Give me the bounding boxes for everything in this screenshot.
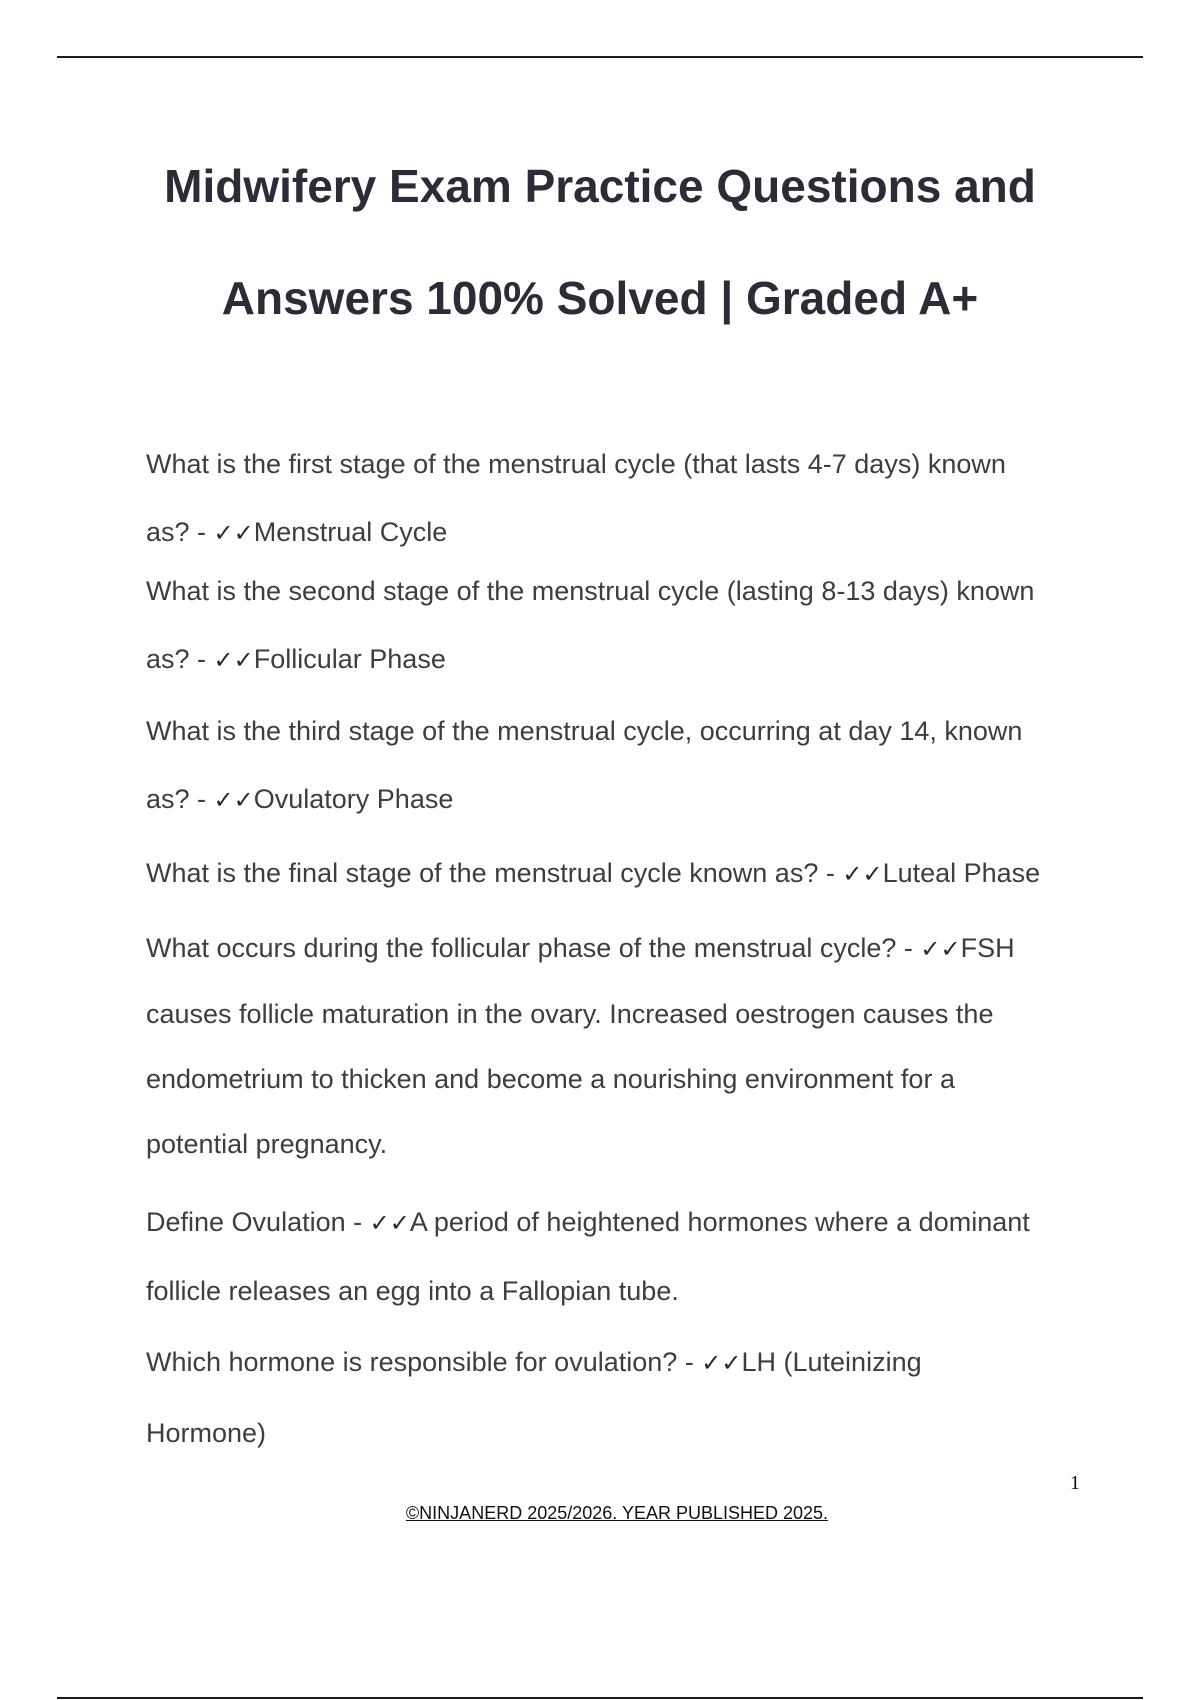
question-line: What is the first stage of the menstrual cycle (that lasts 4-7 days) known: [146, 449, 1006, 479]
check-mark-icon: ✓✓: [920, 935, 961, 963]
question-text: Which hormone is responsible for ovulation? -: [146, 1347, 702, 1377]
page-number: 1: [1070, 1472, 1080, 1494]
title-line-1: Midwifery Exam Practice Questions and: [164, 160, 1036, 212]
qa-entry-1: [146, 430, 1096, 567]
question-text: as? -: [146, 517, 214, 547]
answer-text: LH (Luteinizing: [741, 1347, 922, 1377]
answer-text: Follicular Phase: [253, 644, 446, 674]
bottom-rule: [57, 1697, 1143, 1699]
qa-entry-3: [146, 697, 1096, 834]
answer-text: Luteal Phase: [882, 858, 1041, 888]
question-text: What occurs during the follicular phase of the menstrual cycle? -: [146, 933, 921, 963]
qa-entry-5: [146, 916, 1096, 1177]
answer-line: potential pregnancy.: [146, 1129, 388, 1159]
qa-entry-4: [146, 839, 1096, 908]
copyright-footer: ©NINJANERD 2025/2026. YEAR PUBLISHED 2025.: [405, 1503, 829, 1523]
check-mark-icon: ✓✓: [213, 519, 254, 547]
question-answer-line: [146, 765, 1096, 834]
question-answer-line: [146, 839, 1096, 908]
question-text: What is the final stage of the menstrual cycle known as? -: [146, 858, 843, 888]
answer-text: FSH: [960, 933, 1015, 963]
question-answer-line: [146, 916, 1096, 982]
question-answer-line: [146, 1327, 1096, 1398]
check-mark-icon: ✓✓: [369, 1209, 410, 1237]
check-mark-icon: ✓✓: [213, 786, 254, 814]
top-rule: [57, 56, 1143, 58]
qa-entry-6: [146, 1188, 1096, 1325]
answer-text: Ovulatory Phase: [253, 784, 454, 814]
question-text: as? -: [146, 784, 214, 814]
question-text: Define Ovulation -: [146, 1207, 370, 1237]
answer-line: endometrium to thicken and become a nourishing environment for a: [146, 1064, 955, 1094]
question-line: What is the third stage of the menstrual cycle, occurring at day 14, known: [146, 716, 1023, 746]
check-mark-icon: ✓✓: [701, 1349, 742, 1377]
question-answer-line: [146, 1188, 1096, 1257]
answer-line: Hormone): [146, 1418, 267, 1448]
title-line-2: Answers 100% Solved | Graded A+: [221, 272, 979, 324]
question-line: What is the second stage of the menstrual cycle (lasting 8-13 days) known: [146, 576, 1035, 606]
answer-line: causes follicle maturation in the ovary. Increased oestrogen causes the: [146, 999, 994, 1029]
check-mark-icon: ✓✓: [213, 646, 254, 674]
answer-text: A period of heightened hormones where a dominant: [409, 1207, 1030, 1237]
qa-entry-7: [146, 1327, 1096, 1468]
qa-entry-2: [146, 557, 1096, 694]
answer-line: follicle releases an egg into a Fallopian tube.: [146, 1276, 679, 1306]
question-answer-line: [146, 625, 1096, 694]
question-text: as? -: [146, 644, 214, 674]
check-mark-icon: ✓✓: [842, 860, 883, 888]
document-title: [100, 130, 1100, 354]
answer-text: Menstrual Cycle: [253, 517, 448, 547]
